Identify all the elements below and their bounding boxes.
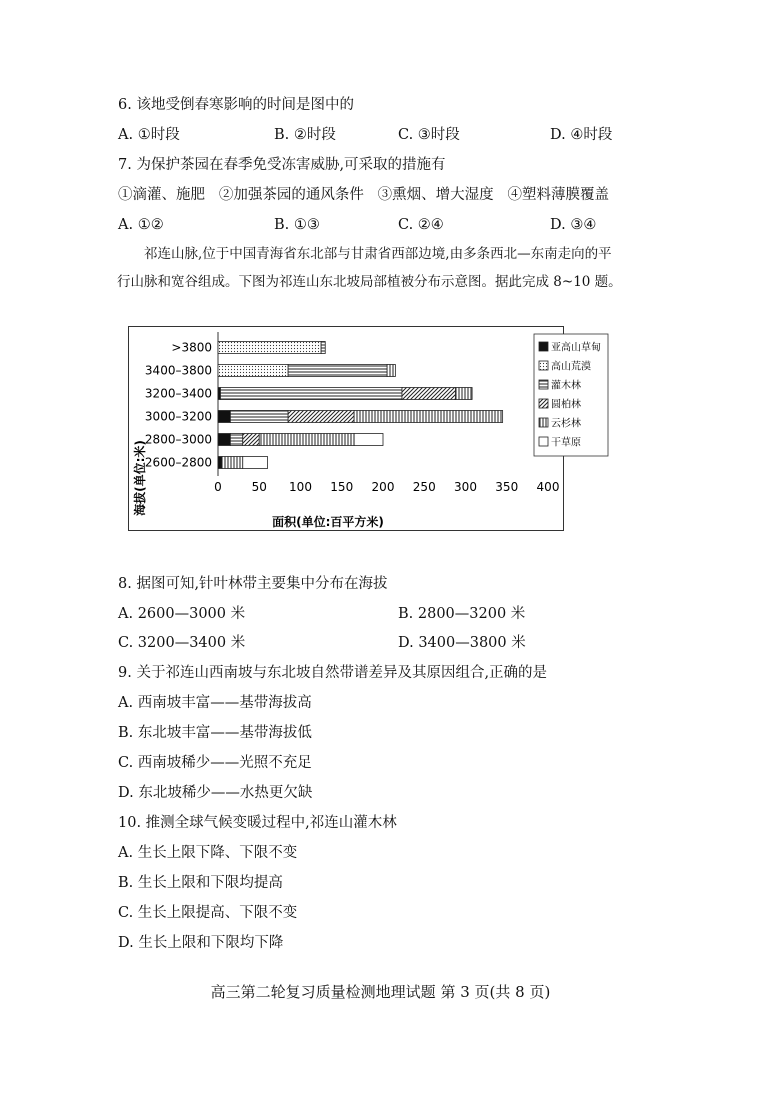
legend-swatch (539, 342, 548, 351)
category-label: 3200–3400 (144, 386, 212, 401)
q8-stem: 8. 据图可知,针叶林带主要集中分布在海拔 (118, 576, 388, 592)
x-tick-label: 50 (251, 480, 267, 494)
q7-option-a: A. ①② (118, 217, 164, 233)
legend-label: 圆柏林 (551, 399, 581, 411)
passage-line-1: 祁连山脉,位于中国青海省东北部与甘肃省西部边境,由多条西北—东南走向的平 (144, 246, 612, 262)
legend-swatch (539, 437, 548, 446)
q9-option-a: A. 西南坡丰富——基带海拔高 (118, 695, 312, 711)
legend-label: 亚高山草甸 (551, 342, 601, 354)
x-tick-label: 100 (289, 480, 312, 494)
bar-segment (222, 457, 243, 469)
q8-option-c: C. 3200—3400 米 (118, 635, 246, 651)
q6-option-a: A. ①时段 (118, 127, 180, 143)
legend-label: 干草原 (551, 437, 581, 449)
q6-stem: 6. 该地受倒春寒影响的时间是图中的 (118, 97, 354, 113)
bar-segment (354, 434, 383, 446)
legend-label: 高山荒漠 (551, 361, 591, 373)
bar-segment (230, 434, 242, 446)
q7-measures: ①滴灌、施肥 ②加强茶园的通风条件 ③熏烟、增大湿度 ④塑料薄膜覆盖 (118, 187, 609, 203)
passage (117, 240, 657, 296)
q6-option-b: B. ②时段 (274, 127, 336, 143)
bar-segment (218, 457, 222, 469)
q8-option-d: D. 3400—3800 米 (398, 635, 526, 651)
legend-label: 灌木林 (551, 380, 581, 392)
category-label: 2800–3000 (144, 432, 212, 447)
bar-segment (220, 388, 402, 400)
x-tick-label: 400 (536, 480, 560, 494)
q10-option-a: A. 生长上限下降、下限不变 (118, 845, 298, 861)
legend-swatch (539, 418, 548, 427)
x-tick-label: 150 (330, 480, 354, 494)
q10-option-b: B. 生长上限和下限均提高 (118, 875, 283, 891)
legend-swatch (539, 380, 548, 389)
chart-frame (129, 327, 564, 531)
q10-option-c: C. 生长上限提高、下限不变 (118, 905, 298, 921)
bar-segment (218, 365, 288, 377)
bar-segment (288, 411, 354, 423)
q8-option-a: A. 2600—3000 米 (118, 606, 246, 622)
page-footer: 高三第二轮复习质量检测地理试题 第 3 页(共 8 页) (210, 983, 551, 1001)
q7-stem: 7. 为保护茶园在春季免受冻害威胁,可采取的措施有 (118, 157, 446, 173)
x-tick-label: 350 (495, 480, 519, 494)
q10-stem: 10. 推测全球气候变暖过程中,祁连山灌木林 (118, 815, 397, 831)
q8-option-b: B. 2800—3200 米 (398, 606, 526, 622)
q7-option-b: B. ①③ (274, 217, 320, 233)
bar-segment (259, 434, 354, 446)
q6-option-d: D. ④时段 (550, 127, 613, 143)
bar-segment (321, 342, 325, 354)
bar-segment (402, 388, 456, 400)
vegetation-chart (128, 326, 601, 531)
chart-y-label: 海拔(单位:米) (133, 440, 147, 516)
chart-x-label: 面积(单位:百平方米) (272, 515, 384, 529)
x-tick-label: 250 (412, 480, 436, 494)
bar-segment (230, 411, 288, 423)
bar-segment (218, 342, 321, 354)
legend-swatch (539, 399, 548, 408)
legend-swatch (539, 361, 548, 370)
q9-option-d: D. 东北坡稀少——水热更欠缺 (118, 785, 313, 801)
x-tick-label: 0 (214, 480, 222, 494)
q6-option-c: C. ③时段 (398, 127, 460, 143)
bar-segment (288, 365, 387, 377)
legend-label: 云杉林 (551, 418, 581, 430)
category-label: 3000–3200 (144, 409, 212, 424)
q9-stem: 9. 关于祁连山西南坡与东北坡自然带谱差异及其原因组合,正确的是 (118, 665, 548, 681)
q9-option-c: C. 西南坡稀少——光照不充足 (118, 755, 312, 771)
q7-option-d: D. ③④ (550, 217, 597, 233)
bar-segment (218, 411, 230, 423)
bar-segment (456, 388, 473, 400)
x-tick-label: 200 (371, 480, 395, 494)
bar-segment (387, 365, 395, 377)
bar-segment (354, 411, 503, 423)
category-label: 3400–3800 (144, 363, 212, 378)
category-label: >3800 (171, 340, 212, 355)
bar-segment (218, 434, 230, 446)
q10-option-d: D. 生长上限和下限均下降 (118, 935, 284, 951)
x-tick-label: 300 (454, 480, 477, 494)
q7-option-c: C. ②④ (398, 217, 444, 233)
q9-option-b: B. 东北坡丰富——基带海拔低 (118, 725, 312, 741)
category-label: 2600–2800 (144, 455, 212, 470)
passage-line-2: 行山脉和宽谷组成。下图为祁连山东北坡局部植被分布示意图。据此完成 8~10 题。 (117, 274, 622, 290)
bar-segment (243, 457, 268, 469)
bar-segment (243, 434, 260, 446)
